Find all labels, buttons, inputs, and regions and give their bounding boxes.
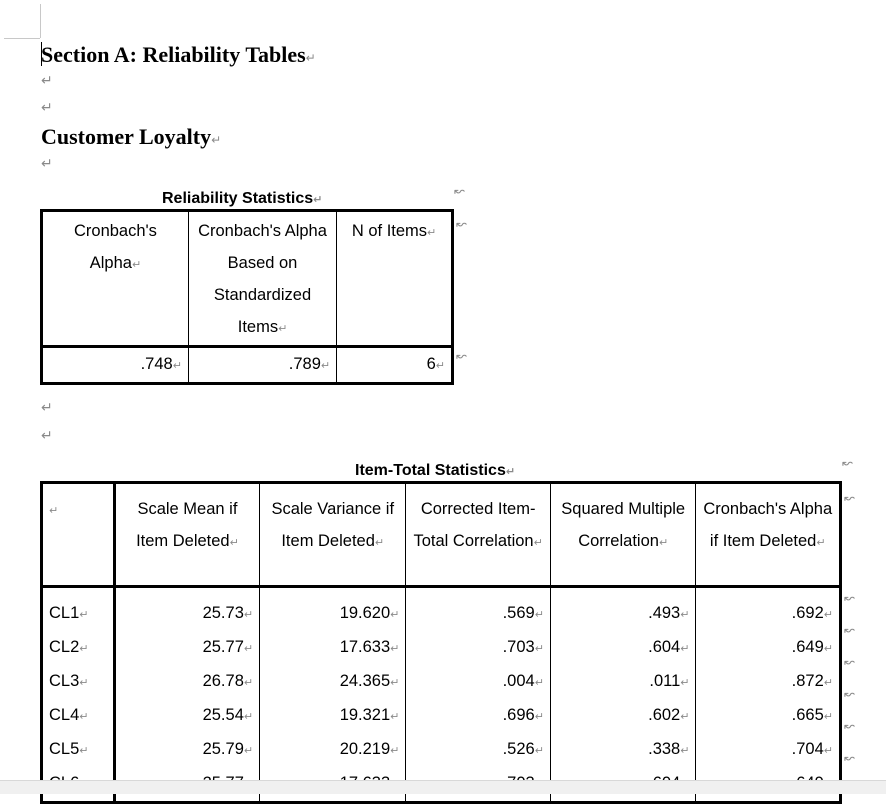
value-text: .602 <box>648 706 681 724</box>
table-row <box>42 587 841 632</box>
cell-mark-icon: ↵ <box>131 258 142 271</box>
value-cell[interactable] <box>114 587 259 632</box>
row-end-mark-icon: ↜ <box>844 491 855 506</box>
row-label-cell[interactable] <box>42 699 115 733</box>
value-text: .748 <box>140 355 173 373</box>
cell-mark-icon: ↵ <box>823 642 833 655</box>
row-label-text: CL1 <box>49 604 80 622</box>
cell-mark-icon: ↵ <box>243 608 254 621</box>
table-row <box>42 699 841 733</box>
value-cell[interactable] <box>114 699 259 733</box>
table-row <box>42 733 841 767</box>
value-text: 26.78 <box>202 672 244 690</box>
reliability-statistics-table <box>40 209 454 385</box>
cell-mark-icon: ↵ <box>79 642 89 655</box>
value-text: 17.633 <box>339 638 391 656</box>
cell-mark-icon: ↵ <box>278 322 288 335</box>
cell-mark-icon: ↵ <box>79 744 89 757</box>
row-label-text: CL3 <box>49 672 80 690</box>
value-text: .703 <box>502 638 535 656</box>
value-cell[interactable] <box>696 733 841 767</box>
subsection-title[interactable] <box>41 124 221 153</box>
paragraph-mark-icon: ↵ <box>41 428 53 444</box>
cell-mark-icon: ↵ <box>374 536 385 549</box>
row-end-mark-icon: ↜ <box>844 655 855 670</box>
header-cell[interactable] <box>188 211 336 347</box>
cell-mark-icon: ↵ <box>243 744 254 757</box>
value-text: 19.620 <box>339 604 391 622</box>
value-cell[interactable] <box>406 665 551 699</box>
item-total-table-caption <box>355 461 515 482</box>
row-end-mark-icon: ↜ <box>456 217 467 232</box>
row-label-cell[interactable] <box>42 665 115 699</box>
value-text: .649 <box>791 638 824 656</box>
row-end-mark-icon: ↜ <box>844 687 855 702</box>
value-text: .011 <box>649 672 681 690</box>
header-text: Cronbach's Alpha if Item Deleted <box>703 500 833 550</box>
value-cell[interactable] <box>114 631 259 665</box>
value-text: .569 <box>502 604 535 622</box>
cell-mark-icon: ↵ <box>320 359 331 372</box>
paragraph-mark-icon: ↵ <box>41 156 53 172</box>
cell-mark-icon: ↵ <box>534 642 544 655</box>
value-cell[interactable] <box>696 665 841 699</box>
value-text: 20.219 <box>339 740 391 758</box>
row-label-text: CL5 <box>49 740 80 758</box>
section-title[interactable] <box>41 42 316 71</box>
margin-corner-horizontal <box>4 38 40 39</box>
cell-mark-icon: ↵ <box>823 710 833 723</box>
row-label-text: CL2 <box>49 638 80 656</box>
value-cell[interactable] <box>260 587 406 632</box>
table-header-row <box>42 211 453 347</box>
cell-mark-icon: ↵ <box>534 676 544 689</box>
cell-mark-icon: ↵ <box>823 744 833 757</box>
header-text: Corrected Item-Total Correlation <box>413 500 536 550</box>
header-cell[interactable] <box>337 211 453 347</box>
row-label-cell[interactable] <box>42 733 115 767</box>
paragraph-mark-icon: ↵ <box>41 400 53 416</box>
value-cell[interactable] <box>696 699 841 733</box>
value-text: 25.73 <box>202 604 244 622</box>
cell-mark-icon: ↵ <box>534 608 544 621</box>
value-text: 25.79 <box>202 740 244 758</box>
cell-mark-icon: ↵ <box>534 744 544 757</box>
cell-mark-icon: ↵ <box>243 676 254 689</box>
cell-mark-icon: ↵ <box>427 226 437 239</box>
section-title-text: Section A: Reliability Tables <box>41 42 306 67</box>
table-row <box>42 665 841 699</box>
item-total-caption-text: Item-Total Statistics <box>355 462 506 479</box>
cell-mark-icon: ↵ <box>680 744 690 757</box>
value-text: .604 <box>648 638 681 656</box>
value-text: .526 <box>502 740 535 758</box>
value-cell[interactable] <box>260 665 406 699</box>
table-row <box>42 631 841 665</box>
cell-mark-icon: ↵ <box>680 608 690 621</box>
cell-mark-icon: ↵ <box>390 744 400 757</box>
table-header-row <box>42 483 841 587</box>
header-text: Scale Mean if Item Deleted <box>136 500 238 550</box>
value-cell[interactable] <box>337 347 453 384</box>
cell-mark-icon: ↵ <box>658 536 669 549</box>
paragraph-mark-icon: ↵ <box>41 73 53 89</box>
value-text: .338 <box>648 740 681 758</box>
value-text: 24.365 <box>339 672 391 690</box>
value-text: 6 <box>426 355 436 373</box>
value-cell[interactable] <box>696 587 841 632</box>
value-text: 25.77 <box>202 638 244 656</box>
value-cell[interactable] <box>550 631 696 665</box>
value-cell[interactable] <box>260 699 406 733</box>
header-text: Cronbach's Alpha <box>73 222 157 272</box>
header-cell[interactable] <box>42 211 189 347</box>
row-end-mark-icon: ↜ <box>844 751 855 766</box>
cell-mark-icon: ↵ <box>79 710 89 723</box>
cell-mark-icon: ↵ <box>243 642 254 655</box>
cell-mark-icon: ↵ <box>390 642 400 655</box>
value-cell[interactable] <box>406 587 551 632</box>
value-cell[interactable] <box>42 347 189 384</box>
table-row <box>42 347 453 384</box>
cell-mark-icon: ↵ <box>534 710 544 723</box>
header-text: Cronbach's Alpha Based on Standardized Items <box>198 222 327 336</box>
cell-mark-icon: ↵ <box>435 359 445 372</box>
corner-cell[interactable] <box>42 483 115 587</box>
header-cell[interactable] <box>696 483 841 587</box>
cell-mark-icon: ↵ <box>79 676 89 689</box>
value-cell[interactable] <box>406 631 551 665</box>
cell-mark-icon: ↵ <box>79 608 89 621</box>
cell-mark-icon: ↵ <box>229 536 239 549</box>
row-end-mark-icon: ↜ <box>844 623 855 638</box>
row-label-text: CL4 <box>49 706 80 724</box>
subsection-title-text: Customer Loyalty <box>41 124 212 149</box>
row-label-cell[interactable] <box>42 587 115 632</box>
header-cell[interactable] <box>406 483 551 587</box>
row-end-mark-icon: ↜ <box>842 456 853 471</box>
cell-mark-icon: ↵ <box>680 642 690 655</box>
value-cell[interactable] <box>260 733 406 767</box>
value-text: .004 <box>502 672 535 690</box>
value-text: .692 <box>791 604 824 622</box>
cell-mark-icon: ↵ <box>680 710 690 723</box>
header-cell[interactable] <box>550 483 696 587</box>
cell-mark-icon: ↵ <box>390 608 400 621</box>
header-text: Squared Multiple Correlation <box>561 500 686 550</box>
header-cell[interactable] <box>260 483 406 587</box>
page-bottom-edge <box>0 780 886 794</box>
cell-mark-icon: ↵ <box>172 359 182 372</box>
cell-mark-icon: ↵ <box>533 536 543 549</box>
value-cell[interactable] <box>260 631 406 665</box>
cell-mark-icon: ↵ <box>823 608 833 621</box>
paragraph-mark-icon: ↵ <box>211 133 222 147</box>
value-text: .704 <box>791 740 824 758</box>
value-cell[interactable] <box>550 587 696 632</box>
row-label-cell[interactable] <box>42 631 115 665</box>
value-cell[interactable] <box>550 733 696 767</box>
row-end-mark-icon: ↜ <box>844 719 855 734</box>
cell-mark-icon: ↵ <box>816 536 826 549</box>
row-end-mark-icon: ↜ <box>454 184 465 199</box>
value-cell[interactable] <box>406 699 551 733</box>
cell-mark-icon: ↵ <box>49 504 59 517</box>
item-total-statistics-table <box>40 481 842 804</box>
value-cell[interactable] <box>188 347 336 384</box>
cell-mark-icon: ↵ <box>390 710 400 723</box>
value-cell[interactable] <box>696 631 841 665</box>
cell-mark-icon: ↵ <box>505 465 516 478</box>
cell-mark-icon: ↵ <box>390 676 400 689</box>
value-text: .696 <box>502 706 535 724</box>
value-cell[interactable] <box>550 665 696 699</box>
value-text: .872 <box>791 672 824 690</box>
value-cell[interactable] <box>114 665 259 699</box>
value-text: .789 <box>288 355 321 373</box>
reliability-table-caption <box>162 189 322 210</box>
value-text: 25.54 <box>202 706 244 724</box>
row-end-mark-icon: ↜ <box>844 591 855 606</box>
cell-mark-icon: ↵ <box>680 676 690 689</box>
value-cell[interactable] <box>114 733 259 767</box>
value-text: .493 <box>648 604 681 622</box>
cell-mark-icon: ↵ <box>313 193 323 206</box>
value-cell[interactable] <box>550 699 696 733</box>
header-text: Scale Variance if Item Deleted <box>271 500 395 550</box>
value-cell[interactable] <box>406 733 551 767</box>
paragraph-mark-icon: ↵ <box>41 100 53 116</box>
reliability-caption-text: Reliability Statistics <box>162 190 314 207</box>
row-end-mark-icon: ↜ <box>456 349 467 364</box>
header-text: N of Items <box>351 222 428 240</box>
paragraph-mark-icon: ↵ <box>305 51 316 65</box>
cell-mark-icon: ↵ <box>243 710 254 723</box>
value-text: .665 <box>791 706 824 724</box>
value-text: 19.321 <box>339 706 391 724</box>
cell-mark-icon: ↵ <box>823 676 833 689</box>
header-cell[interactable] <box>114 483 259 587</box>
margin-corner-vertical <box>40 4 41 38</box>
